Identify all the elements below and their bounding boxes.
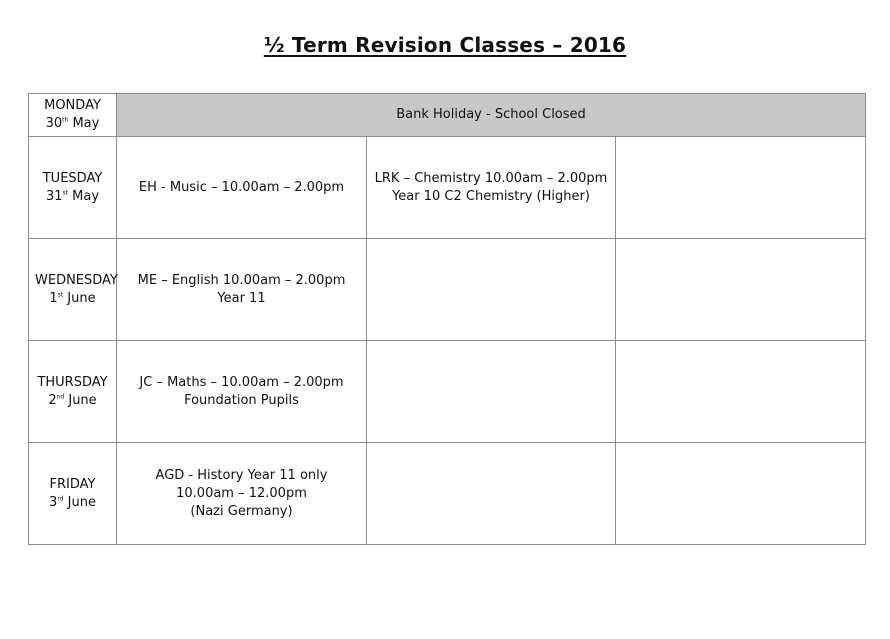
- date-month: June: [68, 392, 97, 408]
- empty-cell: [367, 341, 616, 443]
- class-line: ME – English 10.00am – 2.00pm: [137, 272, 346, 288]
- date-number: 3: [49, 494, 58, 510]
- row-tuesday: [29, 137, 866, 239]
- empty-cell: [367, 443, 616, 545]
- class-cell: [117, 239, 367, 341]
- empty-cell: [616, 137, 866, 239]
- date-number: 31: [45, 188, 63, 204]
- date-suffix: st: [57, 291, 64, 299]
- day-date: [35, 494, 110, 512]
- empty-cell: [616, 341, 866, 443]
- class-line: 10.00am – 12.00pm: [176, 485, 307, 501]
- class-line: Foundation Pupils: [184, 392, 299, 408]
- class-line: Year 10 C2 Chemistry (Higher): [392, 188, 590, 204]
- day-name: WEDNESDAY: [35, 272, 118, 288]
- empty-cell: [616, 443, 866, 545]
- empty-cell: [367, 239, 616, 341]
- day-cell-wednesday: [29, 239, 117, 341]
- class-line: EH - Music – 10.00am – 2.00pm: [138, 179, 345, 195]
- day-name: THURSDAY: [37, 374, 108, 390]
- day-date: [35, 188, 110, 206]
- day-name: FRIDAY: [49, 476, 96, 492]
- page-title: ½ Term Revision Classes – 2016: [263, 33, 627, 57]
- date-number: 2: [48, 392, 57, 408]
- day-name: MONDAY: [44, 98, 101, 113]
- revision-timetable: [28, 93, 866, 545]
- date-suffix: rd: [57, 495, 64, 503]
- date-suffix: nd: [56, 393, 65, 401]
- class-line: JC – Maths – 10.00am – 2.00pm: [139, 374, 344, 390]
- row-monday: [29, 94, 866, 137]
- date-month: May: [72, 188, 100, 204]
- day-date: [35, 115, 110, 133]
- day-cell-monday: [29, 94, 117, 137]
- row-friday: [29, 443, 866, 545]
- class-cell: [117, 137, 367, 239]
- day-cell-tuesday: [29, 137, 117, 239]
- class-cell: [367, 137, 616, 239]
- row-thursday: [29, 341, 866, 443]
- class-line: (Nazi Germany): [190, 503, 293, 519]
- class-line: LRK – Chemistry 10.00am – 2.00pm: [374, 170, 608, 186]
- date-number: 1: [49, 290, 58, 306]
- closed-banner: Bank Holiday - School Closed: [117, 94, 866, 137]
- date-suffix: th: [62, 116, 69, 124]
- class-cell: [117, 341, 367, 443]
- day-date: [35, 290, 110, 308]
- date-month: June: [67, 494, 96, 510]
- empty-cell: [616, 239, 866, 341]
- class-line: AGD - History Year 11 only: [155, 467, 328, 483]
- day-date: [35, 392, 110, 410]
- class-line: Year 11: [217, 290, 266, 306]
- day-cell-thursday: [29, 341, 117, 443]
- date-month: June: [67, 290, 96, 306]
- day-cell-friday: [29, 443, 117, 545]
- row-wednesday: [29, 239, 866, 341]
- day-name: TUESDAY: [42, 170, 103, 186]
- date-month: May: [72, 116, 100, 131]
- date-number: 30: [45, 116, 63, 131]
- date-suffix: st: [62, 189, 68, 197]
- class-cell: [117, 443, 367, 545]
